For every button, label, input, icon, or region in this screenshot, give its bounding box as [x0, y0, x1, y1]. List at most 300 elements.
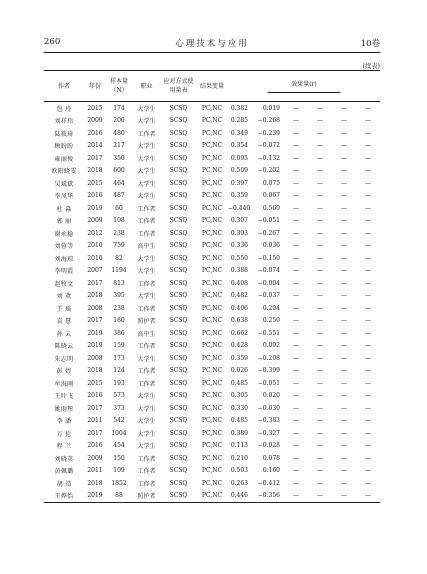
table-cell: 陈晓云 [54, 343, 74, 351]
table-cell: PC,NC [201, 267, 223, 275]
table-cell: — [365, 304, 371, 312]
table-cell: 88 [115, 492, 123, 500]
table-cell: −0.356 [257, 492, 280, 500]
table-cell: 2012 [87, 229, 103, 237]
table-cell: 0.020 [262, 392, 280, 400]
table-cell: — [293, 404, 299, 412]
table-cell: 大学生 [137, 193, 156, 201]
table-cell: — [365, 317, 371, 325]
table-cell: — [341, 279, 347, 287]
table-cell: — [341, 117, 347, 125]
table-cell: 0.408 [230, 279, 248, 287]
table-row [44, 127, 380, 140]
table-cell: 工作者 [137, 480, 156, 488]
table-cell: — [341, 417, 347, 425]
table-cell: — [365, 342, 371, 350]
table-cell: — [317, 467, 323, 475]
table-cell: SCSQ [169, 354, 188, 362]
table-cell: 工作者 [137, 455, 156, 463]
table-cell: — [341, 354, 347, 362]
table-cell: — [317, 154, 323, 162]
table-cell: 工作者 [137, 380, 156, 388]
table-cell: 袁 慧 [56, 318, 72, 326]
col-year: 年份 [88, 82, 101, 90]
table-cell: — [317, 404, 323, 412]
table-cell: — [293, 117, 299, 125]
table-cell: — [293, 229, 299, 237]
table-cell: — [293, 179, 299, 187]
table-cell: 82 [115, 254, 123, 262]
table-cell: 孙 云 [56, 330, 72, 338]
table-cell: 大学生 [137, 430, 156, 438]
table-cell: SCSQ [169, 329, 188, 337]
table-row [44, 290, 380, 303]
table-cell: — [317, 492, 323, 500]
table-cell: 0.509 [230, 167, 248, 175]
table-cell: 0.406 [230, 304, 248, 312]
table-cell: PC,NC [201, 454, 223, 462]
table-cell: PC,NC [201, 192, 223, 200]
table-cell: 大学生 [137, 418, 156, 426]
table-row [44, 227, 380, 240]
table-cell: 2009 [87, 217, 103, 225]
table-cell: 万 伦 [56, 430, 72, 438]
table-cell: — [341, 292, 347, 300]
table-cell: — [341, 154, 347, 162]
table-cell: — [341, 179, 347, 187]
table-row [44, 165, 380, 178]
table-cell: SCSQ [169, 279, 188, 287]
table-cell: 大学生 [137, 443, 156, 451]
table-cell: — [293, 379, 299, 387]
table-cell: — [341, 317, 347, 325]
table-cell: 大学生 [137, 105, 156, 113]
table-cell: −0.327 [257, 429, 280, 437]
table-cell: PC,NC [201, 117, 223, 125]
table-row [44, 265, 380, 278]
table-cell: PC,NC [201, 104, 223, 112]
table-cell: −0.051 [257, 379, 280, 387]
table-cell: — [341, 467, 347, 475]
table-cell: 108 [113, 217, 125, 225]
table-cell: SCSQ [169, 367, 188, 375]
table-cell: 0.075 [262, 179, 280, 187]
table-row [44, 402, 380, 415]
table-cell: 600 [113, 167, 125, 175]
table-cell: — [341, 392, 347, 400]
table-cell: PC,NC [201, 254, 223, 262]
table-cell: 0.560 [262, 204, 280, 212]
table-cell: SCSQ [169, 404, 188, 412]
table-cell: — [293, 492, 299, 500]
table-row [44, 477, 380, 490]
table-cell: 350 [113, 154, 125, 162]
table-cell: 464 [113, 179, 125, 187]
table-cell: 0.446 [230, 492, 248, 500]
table-cell: 0.210 [230, 454, 248, 462]
table-cell: 2018 [87, 367, 103, 375]
table-cell: 386 [113, 329, 125, 337]
table-cell: — [317, 229, 323, 237]
table-cell: — [365, 217, 371, 225]
table-cell: SCSQ [169, 429, 188, 437]
table-cell: 2017 [87, 404, 103, 412]
table-cell: SCSQ [169, 217, 188, 225]
table-header-row [44, 71, 380, 102]
table-cell: — [365, 242, 371, 250]
table-cell: — [365, 292, 371, 300]
table-cell: PC,NC [201, 417, 223, 425]
table-cell: — [317, 379, 323, 387]
table-cell: 工作者 [137, 230, 156, 238]
table-row [44, 115, 380, 128]
page-number: 260 [44, 37, 61, 47]
table-cell: 大学生 [137, 293, 156, 301]
table-cell: 0.359 [230, 192, 248, 200]
table-cell: 0.382 [230, 104, 248, 112]
table-cell: SCSQ [169, 129, 188, 137]
table-cell: 480 [113, 129, 125, 137]
table-cell: SCSQ [169, 179, 188, 187]
table-cell: 0.349 [230, 129, 248, 137]
table-cell: 2019 [87, 204, 103, 212]
table-cell: — [293, 367, 299, 375]
table-row [44, 177, 380, 190]
table-cell: — [293, 454, 299, 462]
table-cell: PC,NC [201, 279, 223, 287]
table-cell: 2019 [87, 342, 103, 350]
table-cell: 王 瑶 [56, 305, 72, 313]
table-cell: 0.095 [230, 154, 248, 162]
table-cell: — [293, 292, 299, 300]
table-cell: — [341, 254, 347, 262]
table-cell: 159 [113, 342, 125, 350]
table-cell: 大学生 [137, 118, 156, 126]
journal-title: 心理技术与应用 [175, 39, 249, 49]
table-cell: 刘蓉等 [54, 243, 74, 251]
table-cell: SCSQ [169, 442, 188, 450]
table-cell: — [293, 392, 299, 400]
table-cell: 刘 欢 [56, 293, 72, 301]
table-cell: PC,NC [201, 367, 223, 375]
table-cell: — [365, 367, 371, 375]
table-row [44, 452, 380, 465]
table-cell: — [317, 429, 323, 437]
table-cell: −0.208 [257, 354, 280, 362]
header-rule [44, 52, 380, 53]
table-cell: — [317, 292, 323, 300]
table-cell: PC,NC [201, 317, 223, 325]
table-cell: 487 [113, 192, 125, 200]
table-cell: 工作者 [137, 280, 156, 288]
table-cell: — [365, 454, 371, 462]
table-row [44, 415, 380, 428]
table-cell: 0.485 [230, 379, 248, 387]
table-cell: 124 [113, 367, 125, 375]
table-cell: — [293, 279, 299, 287]
table-cell: 2016 [87, 192, 103, 200]
table-cell: 胡 靖 [56, 480, 72, 488]
table-cell: 刘祥玮 [54, 118, 74, 126]
table-cell: 工作者 [137, 218, 156, 226]
table-cell: 2017 [87, 279, 103, 287]
table-cell: — [341, 329, 347, 337]
table-cell: −0.150 [257, 254, 280, 262]
table-cell: SCSQ [169, 142, 188, 150]
table-cell: — [317, 354, 323, 362]
table-cell: 大学生 [137, 405, 156, 413]
table-cell: — [341, 479, 347, 487]
table-cell: SCSQ [169, 104, 188, 112]
table-cell: 2015 [87, 104, 103, 112]
table-cell: — [317, 179, 323, 187]
table-cell: 238 [113, 304, 125, 312]
table-cell: SCSQ [169, 167, 188, 175]
table-row [44, 252, 380, 265]
table-cell: — [293, 242, 299, 250]
table-cell: PC,NC [201, 229, 223, 237]
col-sample: 样本量（N） [109, 78, 128, 94]
table-cell: — [293, 129, 299, 137]
table-cell: — [365, 467, 371, 475]
table-cell: 照护者 [137, 318, 156, 326]
table-row [44, 302, 380, 315]
table-cell: 大学生 [137, 143, 156, 151]
table-cell: 573 [113, 392, 125, 400]
table-cell: 2011 [87, 417, 103, 425]
running-header [44, 37, 380, 51]
table-cell: — [365, 354, 371, 362]
data-table [44, 70, 380, 503]
table-cell: −0.412 [257, 479, 280, 487]
table-cell: — [341, 229, 347, 237]
table-cell: 工作者 [137, 205, 156, 213]
table-cell: — [365, 192, 371, 200]
table-cell: 彭 婷 [56, 368, 72, 376]
table-cell: 朱志明 [54, 355, 74, 363]
table-cell: 0.250 [262, 317, 280, 325]
table-cell: — [317, 317, 323, 325]
table-cell: 109 [113, 467, 125, 475]
table-cell: 238 [113, 229, 125, 237]
table-cell: — [317, 242, 323, 250]
col-effect: 效果量(r) [291, 80, 317, 88]
table-cell: 照护者 [137, 493, 156, 501]
table-cell: PC,NC [201, 304, 223, 312]
table-cell: — [317, 367, 323, 375]
table-cell: 813 [113, 279, 125, 287]
table-cell: SCSQ [169, 292, 188, 300]
table-cell: 0.397 [230, 179, 248, 187]
table-cell: — [341, 342, 347, 350]
table-cell: SCSQ [169, 467, 188, 475]
col-outcome: 结果变量 [199, 82, 224, 90]
table-cell: −0.239 [257, 129, 280, 137]
table-cell: — [293, 317, 299, 325]
table-cell: 大学生 [137, 355, 156, 363]
table-row [44, 102, 380, 115]
table-row [44, 390, 380, 403]
table-cell: — [341, 492, 347, 500]
table-cell: — [341, 142, 347, 150]
table-cell: — [365, 142, 371, 150]
table-cell: 0.019 [262, 104, 280, 112]
table-cell: — [317, 342, 323, 350]
table-cell: — [341, 167, 347, 175]
col-author: 作者 [57, 82, 70, 90]
table-cell: 0.550 [230, 254, 248, 262]
table-cell: SCSQ [169, 392, 188, 400]
table-cell: — [317, 204, 323, 212]
table-cell: 0.307 [230, 217, 248, 225]
table-row [44, 377, 380, 390]
table-cell: — [341, 204, 347, 212]
table-cell: — [317, 217, 323, 225]
table-cell: −0.268 [257, 117, 280, 125]
table-cell: PC,NC [201, 242, 223, 250]
table-cell: — [365, 179, 371, 187]
table-cell: — [317, 254, 323, 262]
table-cell: −0.551 [257, 329, 280, 337]
table-cell: — [317, 417, 323, 425]
table-cell: −0.028 [257, 442, 280, 450]
table-cell: 杜 淼 [56, 205, 72, 213]
table-cell: 牟海刚 [54, 380, 74, 388]
table-cell: 2016 [87, 442, 103, 450]
table-cell: SCSQ [169, 154, 188, 162]
table-cell: — [317, 479, 323, 487]
table-cell: 0.078 [262, 454, 280, 462]
table-row [44, 140, 380, 153]
table-cell: 陆筱琦 [54, 130, 74, 138]
table-cell: — [293, 442, 299, 450]
table-cell: PC,NC [201, 492, 223, 500]
table-cell: — [365, 104, 371, 112]
table-cell: 0.662 [230, 329, 248, 337]
table-cell: −0.051 [257, 217, 280, 225]
table-cell: 李 潘 [56, 418, 72, 426]
table-cell: SCSQ [169, 342, 188, 350]
table-cell: −0.132 [257, 154, 280, 162]
table-cell: 0.638 [230, 317, 248, 325]
table-cell: — [365, 229, 371, 237]
table-cell: — [293, 479, 299, 487]
table-cell: — [365, 267, 371, 275]
table-cell: 2010 [87, 254, 103, 262]
table-cell: — [293, 267, 299, 275]
table-cell: PC,NC [201, 429, 223, 437]
table-cell: 0.113 [230, 442, 248, 450]
table-cell: — [365, 379, 371, 387]
table-cell: 工作者 [137, 305, 156, 313]
table-cell: — [341, 192, 347, 200]
table-cell: — [365, 442, 371, 450]
table-cell: −0.383 [257, 417, 280, 425]
table-cell: — [317, 167, 323, 175]
table-cell: PC,NC [201, 442, 223, 450]
table-cell: 高中生 [137, 243, 156, 251]
table-cell: — [341, 429, 347, 437]
table-cell: PC,NC [201, 292, 223, 300]
table-cell: SCSQ [169, 229, 188, 237]
table-cell: — [293, 142, 299, 150]
table-cell: 2019 [87, 329, 103, 337]
table-cell: 373 [113, 404, 125, 412]
table-cell: 李凤华 [54, 193, 74, 201]
table-cell: 2017 [87, 429, 103, 437]
table-cell: — [293, 204, 299, 212]
table-cell: 217 [113, 142, 125, 150]
table-cell: 0.359 [230, 354, 248, 362]
table-cell: 王叶飞 [54, 393, 74, 401]
table-cell: 2011 [87, 467, 103, 475]
table-cell: PC,NC [201, 479, 223, 487]
table-cell: PC,NC [201, 467, 223, 475]
table-cell: — [341, 442, 347, 450]
table-cell: −0.202 [257, 167, 280, 175]
table-cell: 2008 [87, 354, 103, 362]
table-cell: −0.267 [257, 229, 280, 237]
table-cell: 2019 [87, 492, 103, 500]
table-cell: −0.399 [257, 367, 280, 375]
table-cell: — [341, 129, 347, 137]
table-cell: — [317, 104, 323, 112]
table-cell: — [365, 129, 371, 137]
table-cell: 大学生 [137, 268, 156, 276]
table-cell: 李明霞 [54, 268, 74, 276]
table-cell: 0.263 [230, 479, 248, 487]
table-cell: — [293, 329, 299, 337]
table-cell: 150 [113, 454, 125, 462]
table-cell: 0.389 [230, 429, 248, 437]
table-cell: PC,NC [201, 167, 223, 175]
table-cell: SCSQ [169, 317, 188, 325]
table-cell: — [293, 217, 299, 225]
table-cell: 0.336 [230, 242, 248, 250]
table-cell: — [317, 192, 323, 200]
table-cell: — [317, 117, 323, 125]
table-cell: 0.354 [230, 142, 248, 150]
table-cell: — [317, 279, 323, 287]
table-row [44, 465, 380, 478]
table-row [44, 190, 380, 203]
table-cell: 工作者 [137, 468, 156, 476]
table-cell: PC,NC [201, 404, 223, 412]
table-cell: SCSQ [169, 417, 188, 425]
table-cell: — [365, 392, 371, 400]
table-cell: 759 [113, 242, 125, 250]
table-cell: PC,NC [201, 154, 223, 162]
table-cell: SCSQ [169, 454, 188, 462]
table-cell: −0.037 [257, 292, 280, 300]
volume-label: 10卷 [360, 39, 380, 49]
table-cell: — [317, 442, 323, 450]
table-cell: PC,NC [201, 379, 223, 387]
table-row [44, 240, 380, 253]
table-cell: — [317, 304, 323, 312]
table-cell: — [365, 479, 371, 487]
table-row [44, 277, 380, 290]
table-cell: 0.204 [262, 304, 280, 312]
table-cell: — [341, 267, 347, 275]
table-row [44, 327, 380, 340]
table-cell: — [317, 454, 323, 462]
table-cell: SCSQ [169, 204, 188, 212]
table-cell: 0.026 [230, 367, 248, 375]
table-cell: 大学生 [137, 155, 156, 163]
table-cell: 工作者 [137, 130, 156, 138]
table-cell: 1004 [111, 429, 127, 437]
